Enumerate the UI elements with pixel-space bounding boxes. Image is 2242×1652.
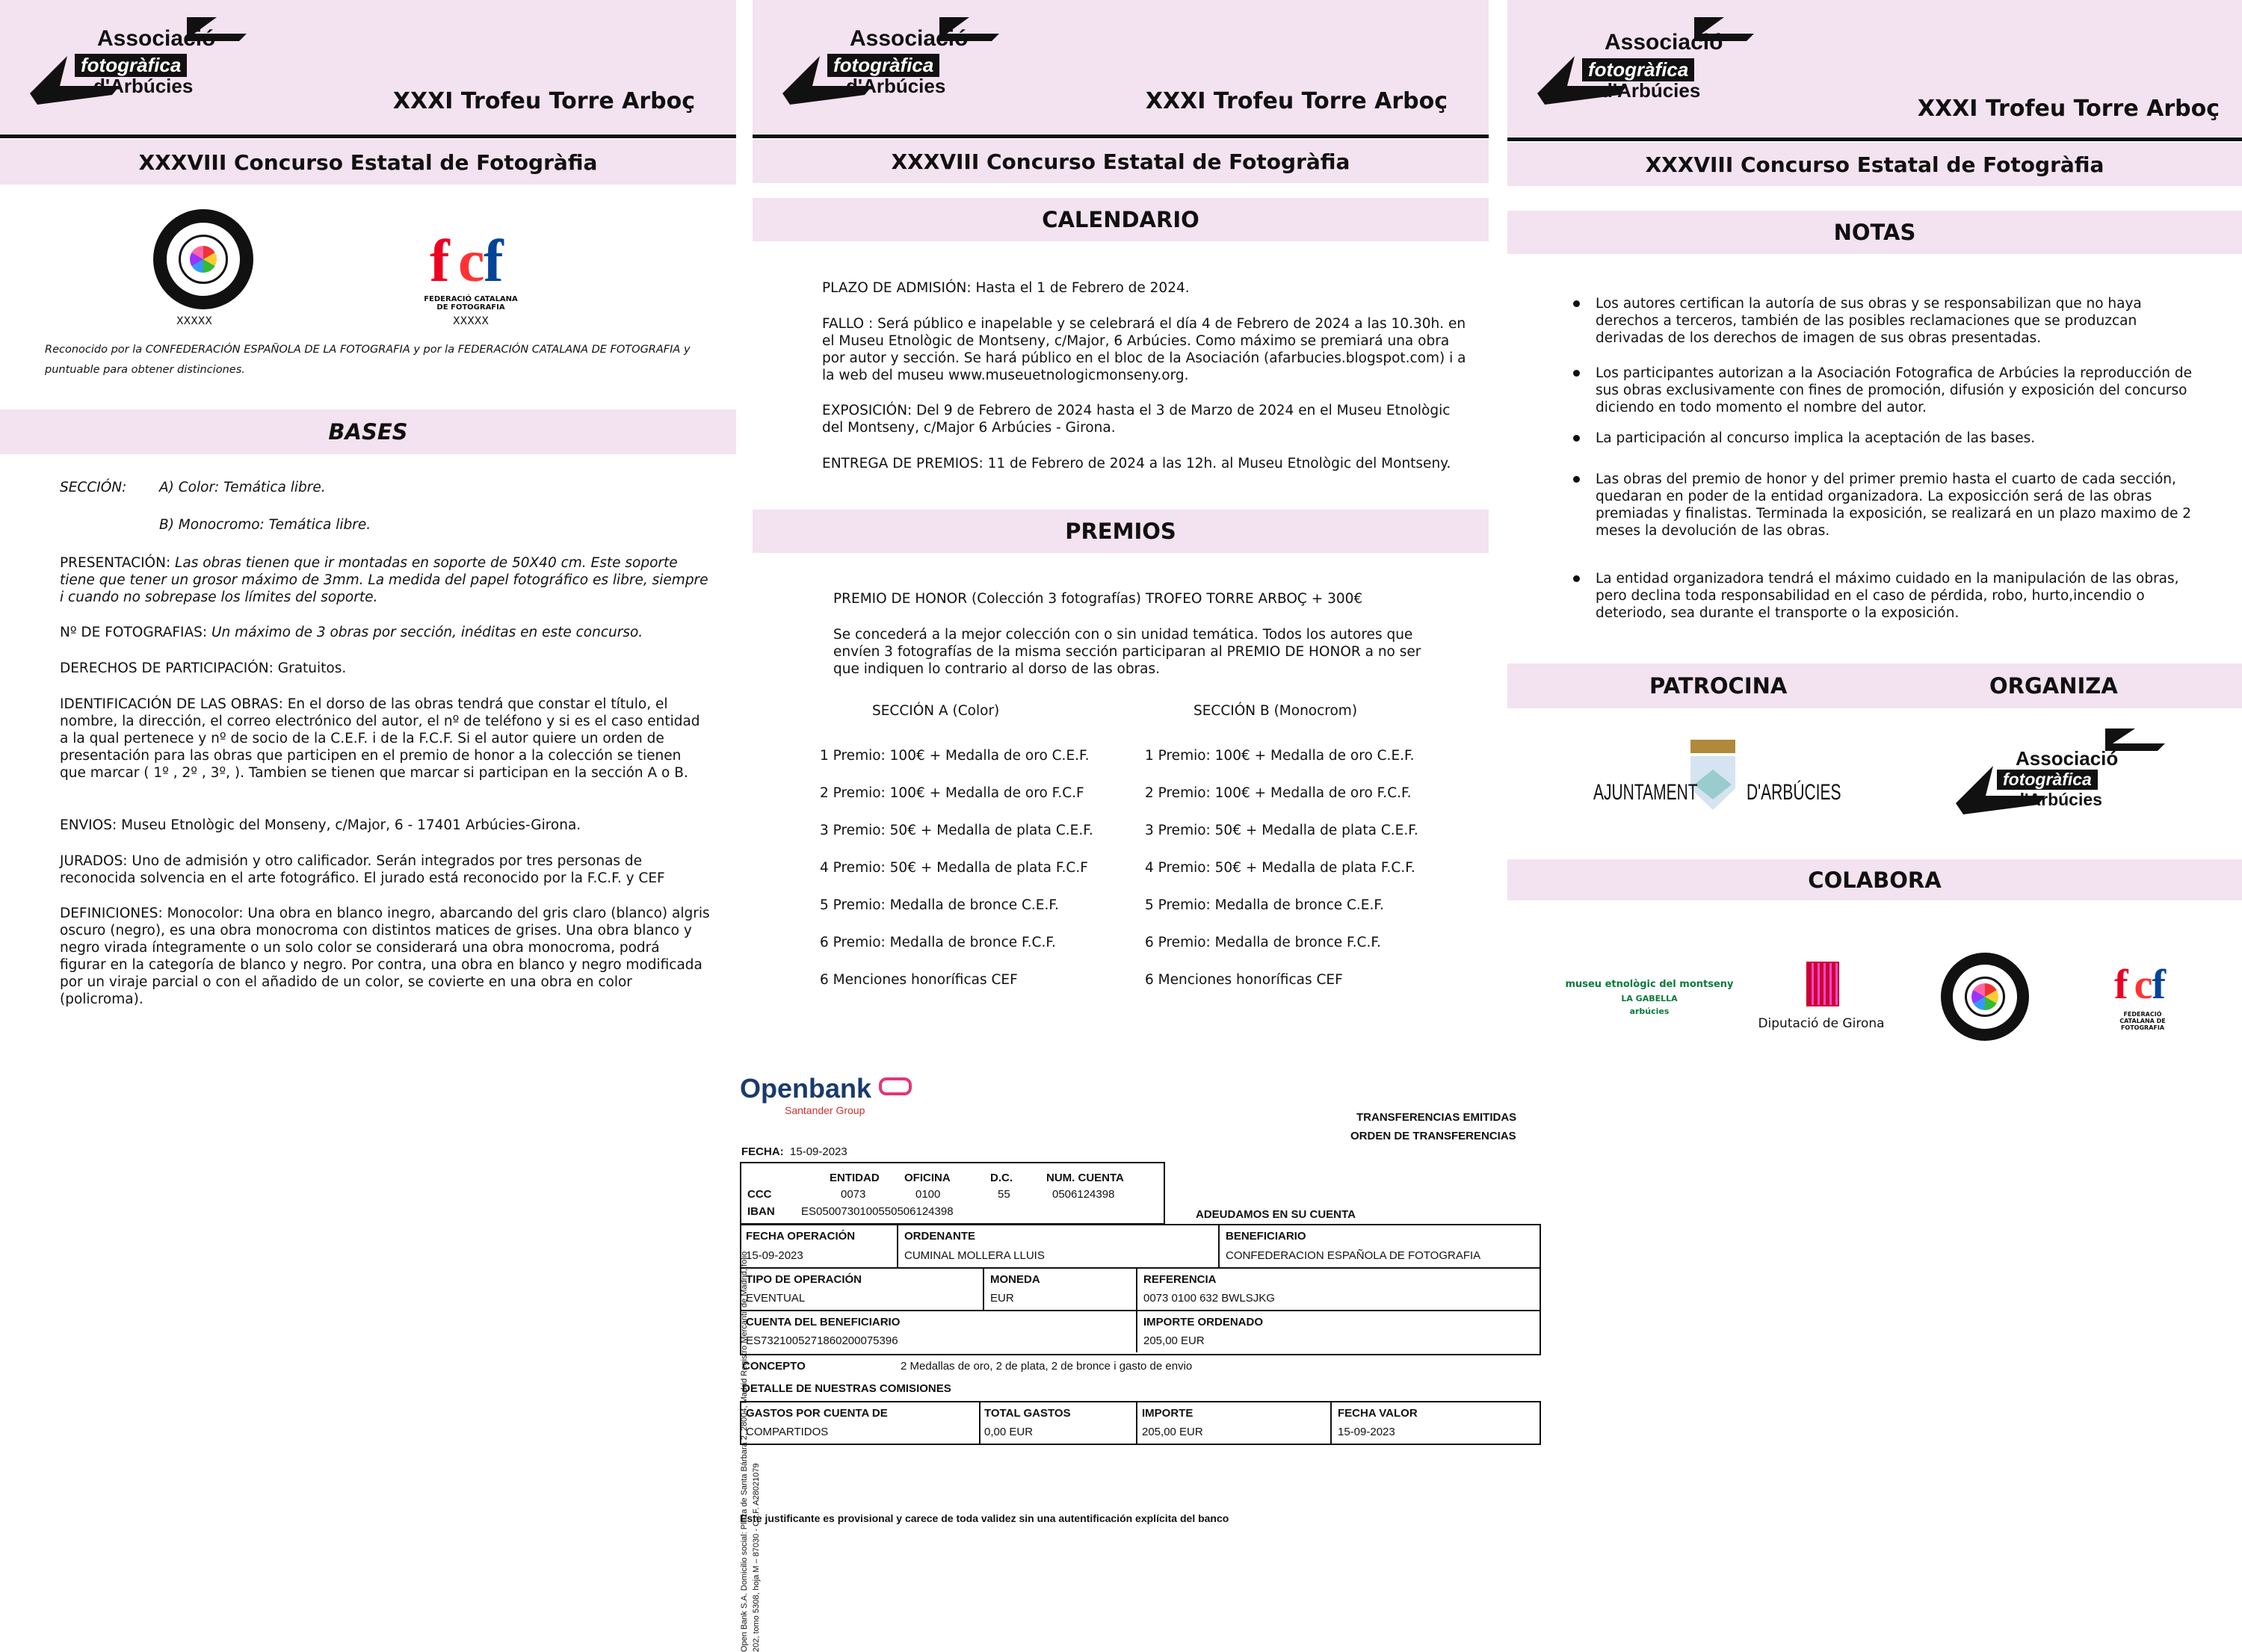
detalle: DETALLE DE NUESTRAS COMISIONES [742, 1382, 951, 1395]
trophy-title: XXXI Trofeu Torre Arboç [1917, 96, 2220, 122]
premio-a-item: 1 Premio: 100€ + Medalla de oro C.E.F. [820, 748, 1090, 764]
beneficiario: CONFEDERACION ESPAÑOLA DE FOTOGRAFIA [1226, 1249, 1481, 1262]
envios-block [60, 817, 710, 834]
presentacion-block [60, 554, 710, 606]
notas-title: NOTAS [1507, 211, 2242, 254]
premio-honor-text: Se concederá a la mejor colección con o sin unidad temática. Todos los autores que envíen 3 fotografías de la misma sección participaran al PREMIO DE HONOR a no ser que indiquen lo contrario al dorso de las obras. [833, 627, 1421, 677]
premio-b-item: 4 Premio: 50€ + Medalla de plata F.C.F. [1145, 860, 1415, 876]
org-name-line1: Associació [850, 26, 969, 51]
total: 0,00 EUR [984, 1426, 1034, 1438]
col-oficina: OFICINA [904, 1172, 951, 1184]
seccion-label: SECCIÓN: [60, 480, 127, 495]
identificacion-text: En el dorso de las obras tendrá que constar el título, el nombre, la dirección, el correo electrónico del autor, el nº de teléfono y si es el caso entidad a la qual pertenece y nº de socio de la C.E.F. i de la F.C.F. Si el autor quiere un orden de presentación para las obras que participen en el premio de honor a la colección se tienen que marcar ( 1º , 2º , 3º, ). Tambien se tienen que marcar si participan en la sección A o B. [60, 696, 700, 781]
derechos-block [60, 660, 710, 677]
importe-label: IMPORTE ORDENADO [1143, 1316, 1264, 1328]
ccc-oficina: 0100 [915, 1188, 941, 1201]
cuenta-ben-label: CUENTA DEL BENEFICIARIO [746, 1316, 901, 1328]
calendar-panel [753, 0, 1489, 1039]
plazo-text: Hasta el 1 de Febrero de 2024. [971, 280, 1190, 296]
org-name-line3: d'Arbúcies [1601, 79, 1701, 102]
importe2-label: IMPORTE [1142, 1407, 1193, 1420]
org-name-line3: d'Arbúcies [93, 75, 194, 97]
derechos-text: Gratuitos. [273, 661, 347, 676]
organiza-title: ORGANIZA [1989, 673, 2118, 699]
definiciones-block [60, 905, 710, 1008]
museu-line3: arbúcies [1629, 1006, 1670, 1016]
total-label: TOTAL GASTOS [984, 1407, 1071, 1420]
org-name-line3: d'Arbúcies [846, 75, 946, 97]
ccc-label: CCC [747, 1188, 772, 1201]
gastos: COMPARTIDOS [746, 1426, 829, 1438]
fotografias-label: Nº DE FOTOGRAFIAS: [60, 625, 208, 640]
referencia-label: REFERENCIA [1143, 1273, 1217, 1286]
definiciones-label: DEFINICIONES: [60, 906, 163, 921]
col-cuenta: NUM. CUENTA [1046, 1172, 1124, 1184]
trophy-title: XXXI Trofeu Torre Arboç [392, 88, 695, 114]
jurados-text: Uno de admisión y otro calificador. Serán integrados por tres personas de reconocida solvencia en el arte fotográfico. El jurado está reconocido por la F.C.F. y CEF [60, 853, 665, 886]
premio-a-item: 2 Premio: 100€ + Medalla de oro F.C.F [820, 785, 1084, 801]
seccion-a: A) Color: Temática libre. [159, 480, 326, 495]
concepto: 2 Medallas de oro, 2 de plata, 2 de bronce i gasto de envio [901, 1360, 1193, 1373]
ajuntament-left: AJUNTAMENT [1593, 780, 1698, 805]
colabora-title: COLABORA [1507, 859, 2242, 900]
nota-item: La entidad organizadora tendrá el máximo cuidado en la manipulación de las obras, pero declina toda responsabilidad en el caso de pérdida, robo, hurto,incendio o deteriodo, sea durante el transporte o la exposición. [1596, 571, 2179, 621]
trophy-title: XXXI Trofeu Torre Arboç [1145, 88, 1448, 114]
importe2: 205,00 EUR [1142, 1426, 1203, 1438]
fecha-op-label: FECHA OPERACIÓN [746, 1230, 856, 1243]
ajuntament-right: D'ARBÚCIES [1747, 780, 1841, 805]
gastos-label: GASTOS POR CUENTA DE [746, 1407, 888, 1420]
jurados-block [60, 853, 710, 887]
plazo-block [822, 279, 1472, 297]
identificacion-block [60, 696, 710, 782]
premio-b-item: 6 Menciones honoríficas CEF [1145, 972, 1343, 988]
moneda-label: MONEDA [990, 1273, 1040, 1286]
bank-receipt [717, 1061, 1547, 1652]
nota-item: Los participantes autorizan a la Asociación Fotografica de Arbúcies la reproducción de sus obras exclusivamente con fines de promoción, difusión y exposición del concurso diciendo en todo momento el nombre del autor. [1596, 365, 2193, 415]
calendario-title: CALENDARIO [753, 198, 1489, 241]
recognition-text: Reconocido por la CONFEDERACIÓN ESPAÑOLA DE LA FOTOGRAFIA y por la FEDERACIÓN CATALANA DE FOTOGRAFIA y puntuable para obtener distinciones. [45, 344, 691, 376]
ordenante-label: ORDENANTE [904, 1230, 976, 1243]
fcf-label: FEDERACIÓ CATALANA DE FOTOGRAFIA [2119, 1011, 2166, 1031]
bank-sub: Santander Group [785, 1104, 865, 1116]
adeudamos: ADEUDAMOS EN SU CUENTA [1196, 1208, 1356, 1221]
premio-honor: PREMIO DE HONOR (Colección 3 fotografías) TROFEO TORRE ARBOÇ + 300€ [833, 591, 1363, 607]
iban-value: ES0500730100550506124398 [801, 1205, 954, 1218]
fallo-label: FALLO : [822, 316, 874, 332]
contest-title: XXXVIII Concurso Estatal de Fotogràfia [0, 140, 736, 185]
panel-header [753, 0, 1489, 133]
premios-title: PREMIOS [753, 510, 1489, 553]
org-name-line1: Associació [1605, 30, 1723, 55]
museu-line1: museu etnològic del montseny [1565, 979, 1734, 990]
tipo: EVENTUAL [746, 1292, 806, 1305]
bank-legal-vertical: Open Bank S.A. Domicilio social: Plaza de Santa Bárbara 2, 28004, Madrid Registro Mercantil de Madrid, folio 202, tomo 5308, hoja M – 87030 - C.I.F. A28021079 [740, 1251, 761, 1652]
moneda: EUR [990, 1292, 1014, 1305]
fcf-logo: f c f [2114, 962, 2167, 1008]
diputacio-label: Diputació de Girona [1758, 1016, 1885, 1031]
premio-a-item: 5 Premio: Medalla de bronce C.E.F. [820, 897, 1059, 913]
presentacion-text: Las obras tienen que ir montadas en soporte de 50X40 cm. Este soporte tiene que tener un grosor máximo de 3mm. La medida del papel fotográfico es libre, siempre i cuando no sobrepase los límites del soporte. [60, 555, 708, 605]
jurados-label: JURADOS: [60, 853, 128, 869]
fotografias-block [60, 624, 710, 641]
fallo-text: Será público e inapelable y se celebrará el día 4 de Febrero de 2024 a las 10.30h. en el Museu Etnològic de Montseny, c/Major, 6 Arbúcies. Como máximo se premiará una obra por autor y sección. Se hará público en el bloc de la Asociación (afarbucies.blogspot.com) i a la web del museu www.museuetnologicmonseny.org. [822, 316, 1466, 383]
envios-label: ENVIOS: [60, 817, 117, 833]
org-name-line2: fotogràfica [1582, 58, 1694, 81]
title2: ORDEN DE TRANSFERENCIAS [1350, 1130, 1516, 1142]
fecha-label: FECHA: [741, 1145, 784, 1158]
fecha-valor: 15-09-2023 [1338, 1426, 1395, 1438]
bases-panel [0, 0, 736, 1039]
cef-caption: XXXXX [176, 315, 212, 327]
org-name-line2: fotogràfica [827, 54, 939, 77]
notes-panel [1507, 0, 2242, 1039]
panel-header [1507, 0, 2242, 136]
concepto-label: CONCEPTO [742, 1360, 806, 1373]
premio-a-item: 3 Premio: 50€ + Medalla de plata C.E.F. [820, 823, 1093, 838]
fallo-block [822, 315, 1472, 384]
entrega-label: ENTREGA DE PREMIOS: [822, 456, 983, 471]
org-name-line1: Associació [97, 26, 216, 51]
cuenta-ben: ES7321005271860200075396 [746, 1334, 898, 1347]
exposicion-block [822, 402, 1472, 436]
ccc-cuenta: 0506124398 [1052, 1188, 1115, 1201]
premio-a-item: 4 Premio: 50€ + Medalla de plata F.C.F [820, 860, 1088, 876]
org-name-line3: d'Arbúcies [2014, 790, 2102, 809]
bases-title: BASES [0, 409, 736, 454]
ccc-entidad: 0073 [841, 1188, 866, 1201]
plazo-label: PLAZO DE ADMISIÓN: [822, 280, 972, 296]
premio-b-item: 3 Premio: 50€ + Medalla de plata C.E.F. [1145, 823, 1418, 838]
nota-item: La participación al concurso implica la aceptación de las bases. [1596, 430, 2036, 446]
seccion-b: B) Monocromo: Temática libre. [159, 517, 371, 533]
fecha-valor-label: FECHA VALOR [1338, 1407, 1418, 1420]
seccion-b-title: SECCIÓN B (Monocrom) [1193, 703, 1358, 719]
cef-logo [153, 209, 253, 309]
fcf-logo: f c f [430, 229, 504, 294]
bank-footer: Este justificante es provisional y carece de toda validez sin una autentificación explícita del banco [740, 1512, 1229, 1524]
contest-title: XXXVIII Concurso Estatal de Fotogràfia [753, 140, 1489, 183]
exposicion-label: EXPOSICIÓN: [822, 403, 912, 418]
premio-a-item: 6 Menciones honoríficas CEF [820, 972, 1018, 988]
bullet-icon [1573, 435, 1580, 442]
nota-item: Las obras del premio de honor y del primer premio hasta el cuarto de cada sección, quedaran en poder de la entidad organizadora. La exposicción será de las obras premiadas y finalistas. Terminada la exposición, se realizará en un plazo maximo de 2 meses la devolución de las obras. [1596, 471, 2192, 539]
identificacion-label: IDENTIFICACIÓN DE LAS OBRAS: [60, 696, 283, 712]
org-name-line2: fotogràfica [75, 54, 187, 77]
premio-b-item: 5 Premio: Medalla de bronce C.E.F. [1145, 897, 1384, 913]
bank-brand: Openbank [740, 1073, 872, 1104]
fotografias-text: Un máximo de 3 obras por sección, inéditas en este concurso. [207, 625, 643, 640]
derechos-label: DERECHOS DE PARTICIPACIÓN: [60, 661, 274, 676]
entrega-block [822, 455, 1472, 472]
title1: TRANSFERENCIAS EMITIDAS [1356, 1111, 1517, 1124]
referencia: 0073 0100 632 BWLSJKG [1143, 1292, 1275, 1305]
importe: 205,00 EUR [1143, 1334, 1205, 1347]
ordenante: CUMINAL MOLLERA LLUIS [904, 1249, 1045, 1262]
premio-b-item: 1 Premio: 100€ + Medalla de oro C.E.F. [1145, 748, 1415, 764]
premio-b-item: 6 Premio: Medalla de bronce F.C.F. [1145, 935, 1381, 950]
presentacion-label: PRESENTACIÓN: [60, 555, 171, 571]
nota-item: Los autores certifican la autoría de sus obras y se responsabilizan que no haya derechos a terceros, también de las posibles reclamaciones que se produzcan derivadas de los derechos de imagen de sus obras presentadas. [1596, 296, 2142, 346]
entrega-text: 11 de Febrero de 2024 a las 12h. al Museu Etnològic del Montseny. [983, 456, 1451, 471]
patrocina-organiza-band [1507, 663, 2242, 708]
col-entidad: ENTIDAD [830, 1172, 880, 1184]
bullet-icon [1573, 300, 1580, 307]
definiciones-text: Monocolor: Una obra en blanco inegro, abarcando del gris claro (blanco) algris oscuro (negro), es una obra monocroma con distintos matices de grises. Una obra blanco y negro virada íntegramente o un solo color se considerará una obra monocroma, podrá figurar en la categoría de blanco y negro. Por contra, una obra en blanco y negro modificada por un viraje parcial o con el añadido de un color, se covierte en una obra en color (policroma). [60, 906, 710, 1007]
org-name-line2: fotogràfica [1997, 770, 2098, 790]
envios-text: Museu Etnològic del Monseny, c/Major, 6 - 17401 Arbúcies-Girona. [117, 817, 581, 833]
org-name-line1: Associació [2016, 747, 2119, 770]
fcf-label: FEDERACIÓ CATALANA DE FOTOGRAFIA [424, 295, 518, 312]
exposicion-text: Del 9 de Febrero de 2024 hasta el 3 de Marzo de 2024 en el Museu Etnològic del Montseny, c/Major 6 Arbúcies - Girona. [822, 403, 1451, 436]
fecha-op: 15-09-2023 [746, 1249, 803, 1262]
bullet-icon [1573, 370, 1580, 377]
cef-logo [1941, 953, 2029, 1041]
bullet-icon [1573, 476, 1580, 483]
premio-a-item: 6 Premio: Medalla de bronce F.C.F. [820, 935, 1056, 950]
seccion-a-title: SECCIÓN A (Color) [872, 703, 1000, 719]
beneficiario-label: BENEFICIARIO [1226, 1230, 1306, 1243]
fecha-value: 15-09-2023 [790, 1145, 847, 1158]
tipo-label: TIPO DE OPERACIÓN [746, 1273, 862, 1286]
patrocina-title: PATROCINA [1649, 673, 1788, 699]
contest-title: XXXVIII Concurso Estatal de Fotogràfia [1507, 143, 2242, 186]
iban-label: IBAN [747, 1205, 775, 1218]
museu-line2: LA GABELLA [1621, 994, 1678, 1003]
premio-b-item: 2 Premio: 100€ + Medalla de oro F.C.F. [1145, 785, 1412, 801]
fcf-caption: XXXXX [453, 315, 489, 327]
ccc-dc: 55 [998, 1188, 1010, 1201]
bullet-icon [1573, 575, 1580, 582]
col-dc: D.C. [990, 1172, 1013, 1184]
openbank-icon [879, 1077, 912, 1095]
panel-header [0, 0, 736, 133]
